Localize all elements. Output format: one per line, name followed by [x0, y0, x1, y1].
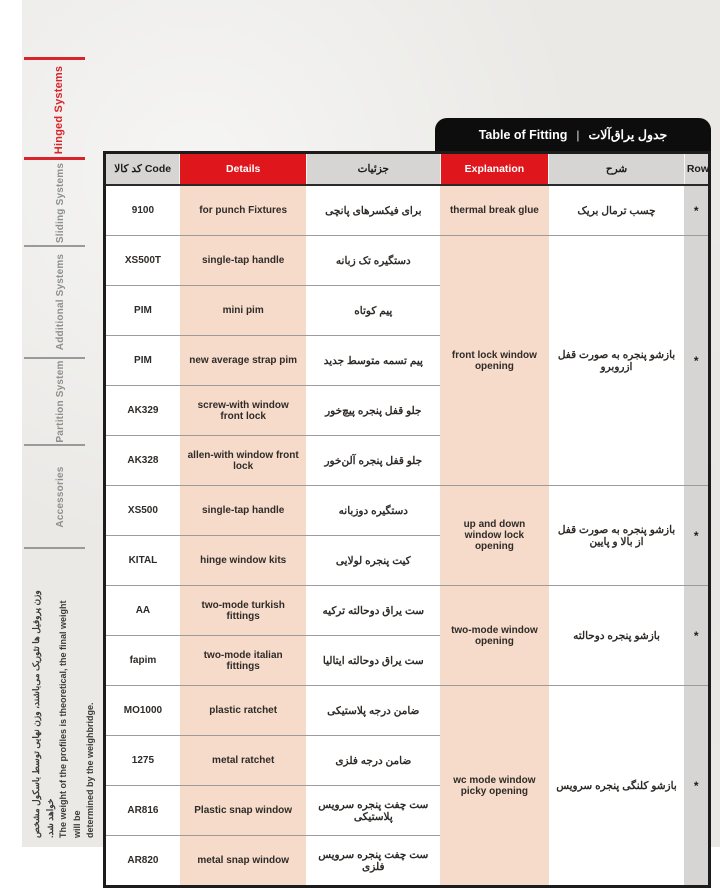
- table-title-separator: |: [576, 127, 580, 142]
- sidebar-tab-partition-system: [50, 358, 70, 445]
- sidebar-tab-accessories: [50, 446, 70, 548]
- fitting-table-section: [103, 118, 711, 888]
- item-details-en: screw-with window front lock: [180, 386, 307, 436]
- item-details-en: single-tap handle: [180, 486, 307, 536]
- item-details-fa: ضامن درجه فلزی: [306, 736, 440, 786]
- weight-disclaimer-en-line1: The weight of the profiles is theoretical, the final weight will be: [58, 600, 82, 838]
- table-row: [105, 686, 710, 736]
- group-explanation-fa: بازشو کلنگی پنجره سرویس: [549, 686, 685, 887]
- sidebar-tab-additional-systems: [50, 246, 70, 358]
- item-code: AA: [105, 586, 180, 636]
- tab-divider: [24, 547, 85, 549]
- item-code: AK329: [105, 386, 180, 436]
- group-explanation-fa: بازشو پنجره به صورت قفل از بالا و پایین: [549, 486, 685, 586]
- table-title-bar: [435, 118, 711, 151]
- item-code: PIM: [105, 286, 180, 336]
- item-details-fa: جلو قفل پنجره پیچ‌خور: [306, 386, 440, 436]
- item-details-fa: کیت پنجره لولایی: [306, 536, 440, 586]
- item-code: XS500: [105, 486, 180, 536]
- tab-label: Sliding Systems: [54, 162, 66, 244]
- item-details-en: single-tap handle: [180, 236, 307, 286]
- group-explanation-fa: چسب ترمال بریک: [577, 204, 656, 217]
- table-title-english: Table of Fitting: [478, 127, 568, 142]
- tab-label: Partition System: [54, 360, 66, 443]
- item-code: XS500T: [105, 236, 180, 286]
- fitting-table-body: [105, 185, 710, 887]
- column-header-code: کد کالا Code: [105, 153, 180, 186]
- weight-disclaimer-fa: وزن پروفیل ها تئوریک می‌باشند، وزن نهایی توسط باسکول مشخص خواهد شد.: [31, 590, 55, 838]
- weight-disclaimer-en-line2: determined by the weighbridge.: [85, 702, 95, 838]
- table-title-persian: جدول یراق‌آلات: [588, 128, 668, 142]
- column-header-row: Row: [684, 153, 709, 186]
- table-row: [105, 586, 710, 636]
- item-code: KITAL: [105, 536, 180, 586]
- item-details-en: new average strap pim: [180, 336, 307, 386]
- table-row: [105, 486, 710, 536]
- item-details-en: two-mode turkish fittings: [180, 586, 307, 636]
- item-details-fa: ست یراق دوحالته ایتالیا: [306, 636, 440, 686]
- item-details-fa: ضامن درجه پلاستیکی: [306, 686, 440, 736]
- group-explanation-en: thermal break glue: [440, 185, 549, 236]
- item-details-en: metal snap window: [180, 836, 307, 887]
- group-row-marker: *: [684, 236, 709, 486]
- item-details-fa: پیم کوتاه: [306, 286, 440, 336]
- item-code: 1275: [105, 736, 180, 786]
- group-row-marker: *: [684, 486, 709, 586]
- item-details-en: allen-with window front lock: [180, 436, 307, 486]
- table-row: [105, 236, 710, 286]
- item-details-fa: دستگیره تک زبانه: [306, 236, 440, 286]
- item-code: 9100: [131, 205, 155, 216]
- item-details-en: Plastic snap window: [180, 786, 307, 836]
- item-details-fa: ست چفت پنجره سرویس فلزی: [306, 836, 440, 887]
- tab-label: Additional Systems: [54, 253, 66, 351]
- item-details-en: mini pim: [180, 286, 307, 336]
- item-details-en: metal ratchet: [180, 736, 307, 786]
- item-code: PIM: [105, 336, 180, 386]
- item-details-fa: ست یراق دوحالته ترکیه: [306, 586, 440, 636]
- group-explanation-en: up and down window lock opening: [440, 486, 549, 586]
- item-details-fa: ست چفت پنجره سرویس پلاستیکی: [306, 786, 440, 836]
- group-explanation-en: front lock window opening: [440, 236, 549, 486]
- item-code: AK328: [105, 436, 180, 486]
- item-details-en: two-mode italian fittings: [180, 636, 307, 686]
- tab-label: Accessories: [54, 466, 66, 528]
- group-explanation-fa: بازشو پنجره به صورت قفل ازروبرو: [549, 236, 685, 486]
- item-code: AR816: [105, 786, 180, 836]
- header-row: [105, 153, 710, 186]
- sidebar-tab-sliding-systems: [50, 160, 70, 246]
- group-explanation-en: wc mode window picky opening: [440, 686, 549, 887]
- fitting-table: [103, 151, 711, 888]
- tab-label: Hinged Systems: [53, 65, 65, 155]
- item-details-fa: دستگیره دوزبانه: [306, 486, 440, 536]
- column-header-explanation: Explanation: [440, 153, 549, 186]
- column-header-details: Details: [180, 153, 307, 186]
- sidebar-tab-hinged-systems: [46, 60, 72, 160]
- table-row: [105, 185, 710, 236]
- item-details-en: hinge window kits: [180, 536, 307, 586]
- column-header-details-fa: جزئیات: [306, 153, 440, 186]
- column-header-explanation-fa: شرح: [549, 153, 685, 186]
- group-explanation-fa: بازشو پنجره دوحالته: [549, 586, 685, 686]
- item-code: fapim: [105, 636, 180, 686]
- item-details-fa: برای فیکسرهای پانچی: [325, 204, 422, 217]
- item-code: MO1000: [105, 686, 180, 736]
- group-row-marker: *: [684, 686, 709, 887]
- item-details-en: plastic ratchet: [180, 686, 307, 736]
- group-row-marker: *: [684, 185, 709, 236]
- group-row-marker: *: [684, 586, 709, 686]
- item-code: AR820: [105, 836, 180, 887]
- weight-disclaimer: [30, 586, 95, 838]
- item-details-en: for punch Fixtures: [180, 185, 307, 236]
- item-details-fa: جلو قفل پنجره آلن‌خور: [306, 436, 440, 486]
- item-details-fa: پیم تسمه متوسط جدید: [306, 336, 440, 386]
- group-explanation-en: two-mode window opening: [440, 586, 549, 686]
